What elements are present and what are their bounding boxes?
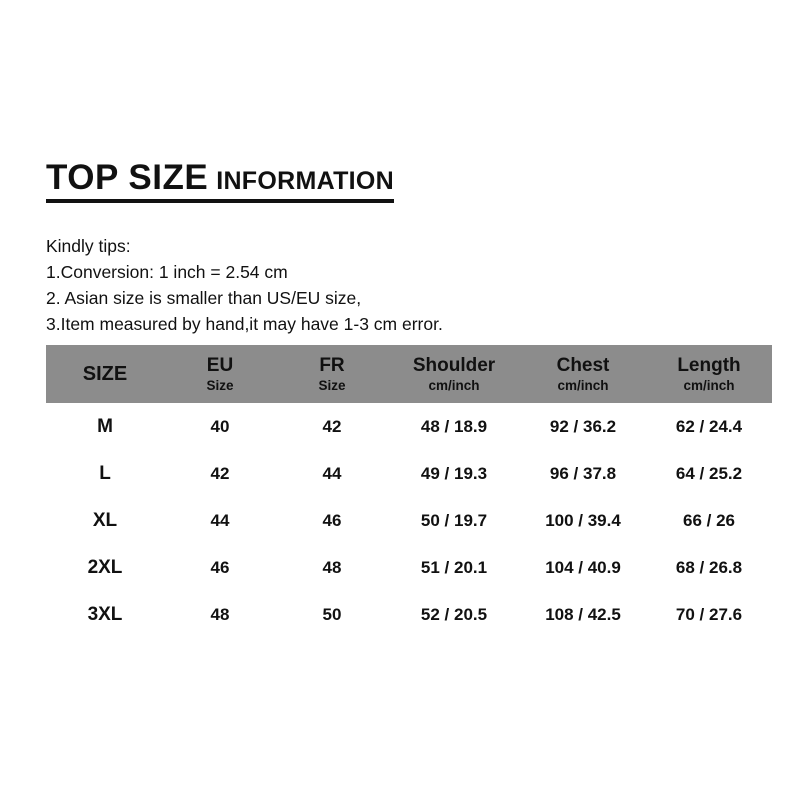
cell-size: 2XL: [46, 544, 164, 591]
cell-length: 70 / 27.6: [646, 591, 772, 638]
column-header-chest: [520, 345, 646, 403]
table-row: [46, 544, 772, 591]
cell-chest: 92 / 36.2: [520, 403, 646, 450]
cell-shoulder: 49 / 19.3: [388, 450, 520, 497]
cell-size: L: [46, 450, 164, 497]
column-header-size-label: SIZE: [82, 362, 128, 385]
cell-fr: 42: [276, 403, 388, 450]
column-header-fr: [276, 345, 388, 403]
size-table-header: [46, 345, 772, 403]
tips-heading: Kindly tips:: [46, 235, 131, 256]
column-header-chest-unit: cm/inch: [557, 377, 609, 393]
cell-chest: 96 / 37.8: [520, 450, 646, 497]
column-header-fr-label: FR: [319, 355, 345, 377]
column-header-chest-label: Chest: [556, 355, 610, 377]
cell-length: 66 / 26: [646, 497, 772, 544]
cell-fr: 50: [276, 591, 388, 638]
column-header-eu-label: EU: [206, 355, 234, 377]
size-table-body: [46, 403, 772, 638]
column-header-shoulder-unit: cm/inch: [428, 377, 480, 393]
column-header-eu: [164, 345, 276, 403]
table-row: [46, 591, 772, 638]
cell-shoulder: 51 / 20.1: [388, 544, 520, 591]
column-header-shoulder-label: Shoulder: [412, 355, 496, 377]
page-title-main: TOP SIZE: [46, 158, 209, 197]
cell-shoulder: 52 / 20.5: [388, 591, 520, 638]
cell-shoulder: 50 / 19.7: [388, 497, 520, 544]
column-header-length-label: Length: [677, 355, 741, 377]
cell-size: M: [46, 403, 164, 450]
table-header-row: [46, 345, 772, 403]
column-header-size: [46, 345, 164, 403]
cell-size: XL: [46, 497, 164, 544]
tip-line-1: 1.Conversion: 1 inch = 2.54 cm: [46, 261, 288, 282]
cell-size: 3XL: [46, 591, 164, 638]
page-title: [46, 160, 394, 203]
cell-fr: 48: [276, 544, 388, 591]
cell-eu: 46: [164, 544, 276, 591]
tips-block: [46, 233, 772, 337]
tip-line-2: 2. Asian size is smaller than US/EU size,: [46, 287, 362, 308]
cell-length: 64 / 25.2: [646, 450, 772, 497]
column-header-shoulder: [388, 345, 520, 403]
cell-fr: 46: [276, 497, 388, 544]
size-chart-content: [46, 160, 772, 638]
cell-eu: 42: [164, 450, 276, 497]
cell-shoulder: 48 / 18.9: [388, 403, 520, 450]
size-table: [46, 345, 772, 638]
cell-length: 62 / 24.4: [646, 403, 772, 450]
table-row: [46, 497, 772, 544]
cell-chest: 100 / 39.4: [520, 497, 646, 544]
table-row: [46, 403, 772, 450]
page-title-sub: INFORMATION: [216, 167, 395, 195]
cell-eu: 48: [164, 591, 276, 638]
cell-chest: 108 / 42.5: [520, 591, 646, 638]
cell-length: 68 / 26.8: [646, 544, 772, 591]
table-row: [46, 450, 772, 497]
cell-fr: 44: [276, 450, 388, 497]
column-header-length: [646, 345, 772, 403]
cell-chest: 104 / 40.9: [520, 544, 646, 591]
column-header-fr-unit: Size: [318, 377, 346, 393]
tip-line-3: 3.Item measured by hand,it may have 1-3 cm error.: [46, 313, 443, 334]
cell-eu: 40: [164, 403, 276, 450]
column-header-eu-unit: Size: [206, 377, 234, 393]
column-header-length-unit: cm/inch: [683, 377, 735, 393]
cell-eu: 44: [164, 497, 276, 544]
